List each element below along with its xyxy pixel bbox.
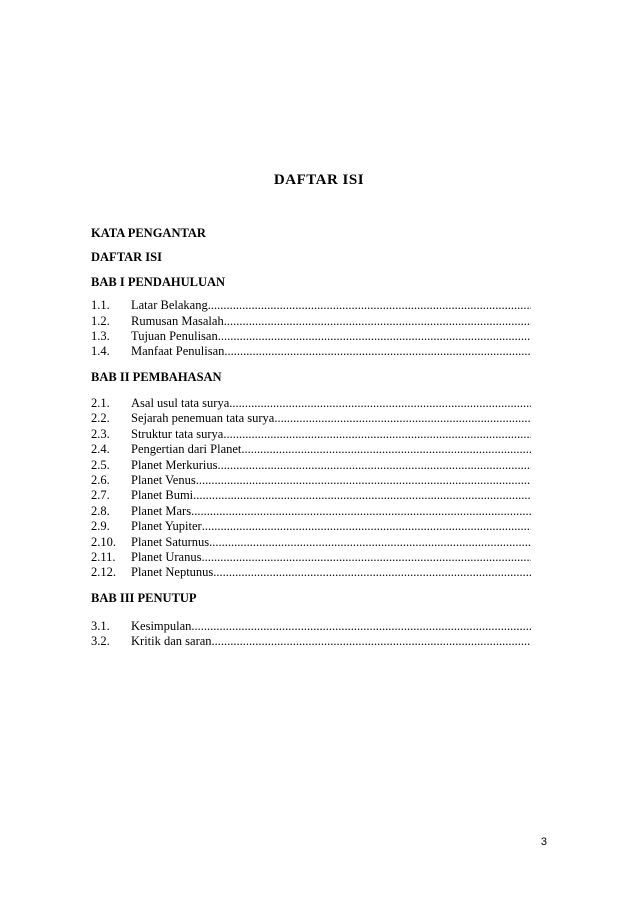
- heading-bab-2: BAB II PEMBAHASAN: [91, 370, 222, 384]
- toc-entry: [91, 488, 531, 503]
- page-title: DAFTAR ISI: [273, 172, 365, 188]
- toc-number: 2.3.: [91, 427, 110, 441]
- toc-number: 2.11.: [91, 550, 116, 564]
- toc-entry: [91, 504, 531, 519]
- toc-label: Tujuan Penulisan: [131, 329, 218, 343]
- heading-bab-3: BAB III PENUTUP: [91, 591, 197, 605]
- toc-leader: [229, 396, 531, 411]
- toc-leader: [213, 565, 531, 580]
- toc-entry: [91, 314, 531, 329]
- toc-entry: [91, 427, 531, 442]
- toc-leader: [196, 473, 531, 488]
- toc-leader: [201, 550, 531, 565]
- toc-number: 2.8.: [91, 504, 110, 518]
- toc-entry: [91, 458, 531, 473]
- toc-leader: [224, 314, 531, 329]
- toc-number: 1.3.: [91, 329, 110, 343]
- toc-number: 2.6.: [91, 473, 110, 487]
- toc-entry: [91, 329, 531, 344]
- toc-number: 3.2.: [91, 634, 110, 648]
- toc-entry: [91, 634, 531, 649]
- toc-number: 2.1.: [91, 396, 110, 410]
- heading-bab-1: BAB I PENDAHULUAN: [91, 275, 226, 289]
- page-number: 3: [540, 836, 547, 848]
- toc-leader: [209, 535, 531, 550]
- heading-daftar-isi: DAFTAR ISI: [91, 250, 162, 264]
- toc-label: Planet Saturnus: [131, 535, 210, 549]
- toc-label: Latar Belakang: [131, 298, 208, 312]
- toc-number: 2.7.: [91, 488, 110, 502]
- toc-entry: [91, 535, 531, 550]
- toc-entry: [91, 519, 531, 534]
- toc-label: Planet Yupiter: [131, 519, 202, 533]
- toc-leader: [208, 298, 531, 313]
- toc-number: 2.2.: [91, 411, 110, 425]
- toc-label: Sejarah penemuan tata surya: [131, 411, 275, 425]
- toc-label: Planet Neptunus: [131, 565, 214, 579]
- toc-leader: [223, 427, 531, 442]
- toc-number: 2.4.: [91, 442, 110, 456]
- toc-number: 3.1.: [91, 619, 110, 633]
- toc-label: Planet Merkurius: [131, 458, 218, 472]
- toc-number: 2.5.: [91, 458, 110, 472]
- toc-leader: [193, 488, 531, 503]
- toc-number: 2.10.: [91, 535, 116, 549]
- toc-entry: [91, 411, 531, 426]
- toc-entry: [91, 344, 531, 359]
- toc-entry: [91, 442, 531, 457]
- toc-number: 1.1.: [91, 298, 110, 312]
- toc-leader: [218, 329, 531, 344]
- toc-label: Planet Uranus: [131, 550, 202, 564]
- toc-label: Kesimpulan: [131, 619, 192, 633]
- toc-number: 2.12.: [91, 565, 116, 579]
- heading-kata-pengantar: KATA PENGANTAR: [91, 226, 206, 240]
- toc-entry: [91, 565, 531, 580]
- toc-entry: [91, 619, 531, 634]
- toc-entry: [91, 550, 531, 565]
- toc-label: Planet Bumi: [131, 488, 194, 502]
- toc-leader: [212, 634, 531, 649]
- toc-label: Kritik dan saran: [131, 634, 212, 648]
- toc-label: Struktur tata surya: [131, 427, 224, 441]
- toc-entry: [91, 298, 531, 313]
- toc-leader: [191, 619, 531, 634]
- toc-leader: [274, 411, 531, 426]
- toc-label: Rumusan Masalah: [131, 314, 224, 328]
- toc-label: Planet Venus: [131, 473, 196, 487]
- toc-entry: [91, 396, 531, 411]
- toc-number: 1.4.: [91, 344, 110, 358]
- toc-leader: [202, 519, 531, 534]
- toc-leader: [217, 458, 531, 473]
- toc-number: 2.9.: [91, 519, 110, 533]
- toc-label: Asal usul tata surya: [131, 396, 230, 410]
- toc-leader: [191, 504, 531, 519]
- toc-label: Planet Mars: [131, 504, 192, 518]
- toc-leader: [224, 344, 531, 359]
- toc-label: Manfaat Penulisan: [131, 344, 225, 358]
- toc-leader: [241, 442, 531, 457]
- toc-label: Pengertian dari Planet: [131, 442, 242, 456]
- toc-number: 1.2.: [91, 314, 110, 328]
- toc-entry: [91, 473, 531, 488]
